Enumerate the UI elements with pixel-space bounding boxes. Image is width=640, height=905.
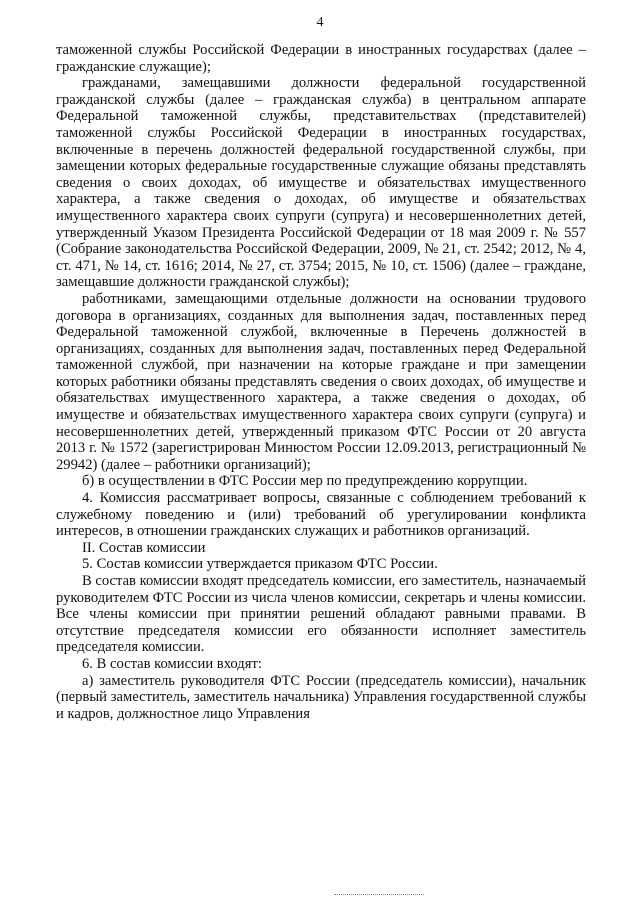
paragraph: таможенной службы Российской Федерации в иностранных государствах (далее – гражданские служащие); xyxy=(56,42,586,75)
paragraph: гражданами, замещавшими должности федеральной государственной гражданской службы (далее – гражданская служба) в центральном аппарате Федеральной таможенной службы, представительствах (представителей) таможенной службы Российской Федерации в иностранных государствах, включенные в перечень должностей федеральной государственной службы, при замещении которых федеральные государственные служащие обязаны представлять сведения о своих доходах, об имуществе и обязательствах имущественного характера, а также сведения о доходах, об имуществе и обязательствах имущественного характера своих супруги (супруга) и несовершеннолетних детей, утвержденный Указом Президента Российской Федерации от 18 мая 2009 г. № 557 (Собрание законодательства Российской Федерации, 2009, № 21, ст. 2542; 2012, № 4, ст. 471, № 14, ст. 1616; 2014, № 27, ст. 3754; 2015, № 10, ст. 1506) (далее – граждане, замещавшие должности гражданской службы); xyxy=(56,75,586,291)
paragraph: 5. Состав комиссии утверждается приказом ФТС России. xyxy=(82,556,438,573)
paragraph: а) заместитель руководителя ФТС России (председатель комиссии), начальник (первый заместитель, заместитель начальника) Управления государственной службы и кадров, должностное лицо Управления xyxy=(56,672,586,722)
paragraph: В состав комиссии входят председатель комиссии, его заместитель, назначаемый руководителем ФТС России из числа членов комиссии, секретарь и члены комиссии. Все члены комиссии при принятии решений обладают равными правами. В отсутствие председателя комиссии его обязанности исполняет заместитель председателя комиссии. xyxy=(56,573,586,656)
paragraph: работниками, замещающими отдельные должности на основании трудового договора в организациях, созданных для выполнения задач, поставленных перед Федеральной таможенной службой, включенные в Перечень должностей в организациях, созданных для выполнения задач, поставленных перед Федеральной таможенной службой, при назначении на которые граждане и при замещении которых работники обязаны представлять сведения о своих доходах, об имуществе и обязательствах имущественного характера, а также сведения о доходах, об имуществе и обязательствах имущественного характера своих супруги (супруга) и несовершеннолетних детей, утвержденный приказом ФТС России от 20 августа 2013 г. № 1572 (зарегистрирован Минюстом России 12.09.2013, регистрационный № 29942) (далее – работники организаций); xyxy=(56,290,586,473)
scan-artifact xyxy=(334,894,424,896)
paragraph: 6. В состав комиссии входят: xyxy=(82,655,262,672)
section-heading: II. Состав комиссии xyxy=(82,539,206,556)
paragraph: 4. Комиссия рассматривает вопросы, связанные с соблюдением требований к служебному поведению и (или) требований об урегулировании конфликта интересов, в отношении гражданских служащих и работников организаций. xyxy=(56,490,586,540)
document-body xyxy=(56,42,586,722)
paragraph: б) в осуществлении в ФТС России мер по предупреждению коррупции. xyxy=(82,473,528,490)
page-number: 4 xyxy=(316,15,324,30)
